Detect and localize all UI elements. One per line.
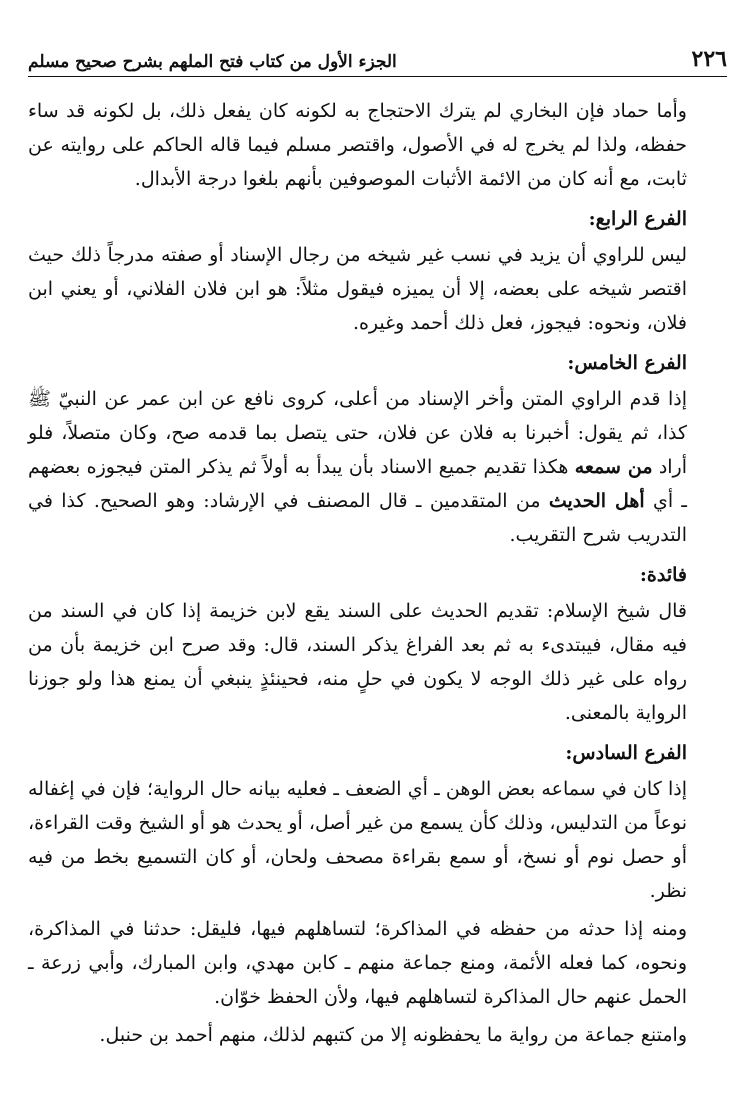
paragraph-sixth-branch: إذا كان في سماعه بعض الوهن ـ أي الضعف ـ فعليه بيانه حال الرواية؛ فإن في إغفاله نوعاً من التدليس، وذلك كأن يسمع من غير أصل، أو يحدث هو أو الشيخ وقت القراءة، أو حصل نوم أو نسخ، أو سمع بقراءة مصحف ولحان، أو كان التسميع بخط من فيه نظر. <box>28 778 687 902</box>
paragraph-fifth-bold-1: من سمعه <box>574 456 653 478</box>
paragraph-fifth-branch <box>28 382 727 552</box>
heading-fifth-branch: الفرع الخامس: <box>567 352 687 374</box>
heading-sixth-branch: الفرع السادس: <box>565 742 687 764</box>
paragraph-fifth-bold-2: أهل الحديث <box>548 490 645 512</box>
paragraph-mudhakara: ومنه إذا حدثه من حفظه في المذاكرة؛ لتساهلهم فيها، فليقل: حدثنا في المذاكرة، ونحوه، كما فعله الأئمة، ومنع جماعة منهم ـ كابن مهدي، وابن المبارك، وأبي زرعة ـ الحمل عنهم حال المذاكرة لتساهلهم فيها، ولأن الحفظ خوّان. <box>28 918 687 1008</box>
running-title: الجزء الأول من كتاب فتح الملهم بشرح صحيح مسلم <box>28 52 397 72</box>
header-rule <box>28 76 727 77</box>
page-body <box>28 94 727 1052</box>
heading-benefit: فائدة: <box>639 564 687 586</box>
paragraph-fifth-part-c: هكذا تقديم جميع الاسناد بأن يبدأ به أولاً ثم يذكر المتن فيجوزه بعضهم ـ أي <box>28 456 687 512</box>
paragraph-fifth-part-a: إذا قدم الراوي المتن وأخر الإسناد من أعلى، كروى نافع عن ابن عمر عن النبيّ ﷺ كذا، ثم يقول: أخبرنا به فلان عن فلان، حتى يتصل بما قدمه صح، وكان متصلاً، فلو أراد <box>28 388 688 478</box>
paragraph-fifth-part-e: من المتقدمين ـ قال المصنف في الإرشاد: وهو الصحيح. كذا في التدريب شرح التقريب. <box>28 490 687 546</box>
page-header <box>28 40 727 72</box>
heading-fourth-branch: الفرع الرابع: <box>588 208 687 230</box>
paragraph-fourth-branch: ليس للراوي أن يزيد في نسب غير شيخه من رجال الإسناد أو صفته مدرجاً ذلك حيث اقتصر شيخه على بعضه، إلا أن يميزه فيقول مثلاً: هو ابن فلان الفلاني، أو يعني ابن فلان، ونحوه: فيجوز، فعل ذلك أحمد وغيره. <box>28 244 687 334</box>
paragraph-benefit: قال شيخ الإسلام: تقديم الحديث على السند يقع لابن خزيمة إذا كان في السند من فيه مقال، فيبتدىء به ثم بعد الفراغ يذكر السند، قال: وقد صرح ابن خزيمة بأن من رواه على غير ذلك الوجه لا يكون في حلٍ منه، فحينئذٍ ينبغي أن يمنع هذا ولو جوزنا الرواية بالمعنى. <box>28 600 687 724</box>
paragraph-closing: وامتنع جماعة من رواية ما يحفظونه إلا من كتبهم لذلك، منهم أحمد بن حنبل. <box>99 1024 687 1046</box>
page-number: ٢٢٦ <box>691 46 727 72</box>
paragraph-hammad: وأما حماد فإن البخاري لم يترك الاحتجاج به لكونه كان يفعل ذلك، بل لكونه قد ساء حفظه، ولذا لم يخرج له في الأصول، واقتصر مسلم فيما قاله الحاكم على روايته عن ثابت، مع أنه كان من الائمة الأثبات الموصوفين بأنهم بلغوا درجة الأبدال. <box>28 100 687 190</box>
